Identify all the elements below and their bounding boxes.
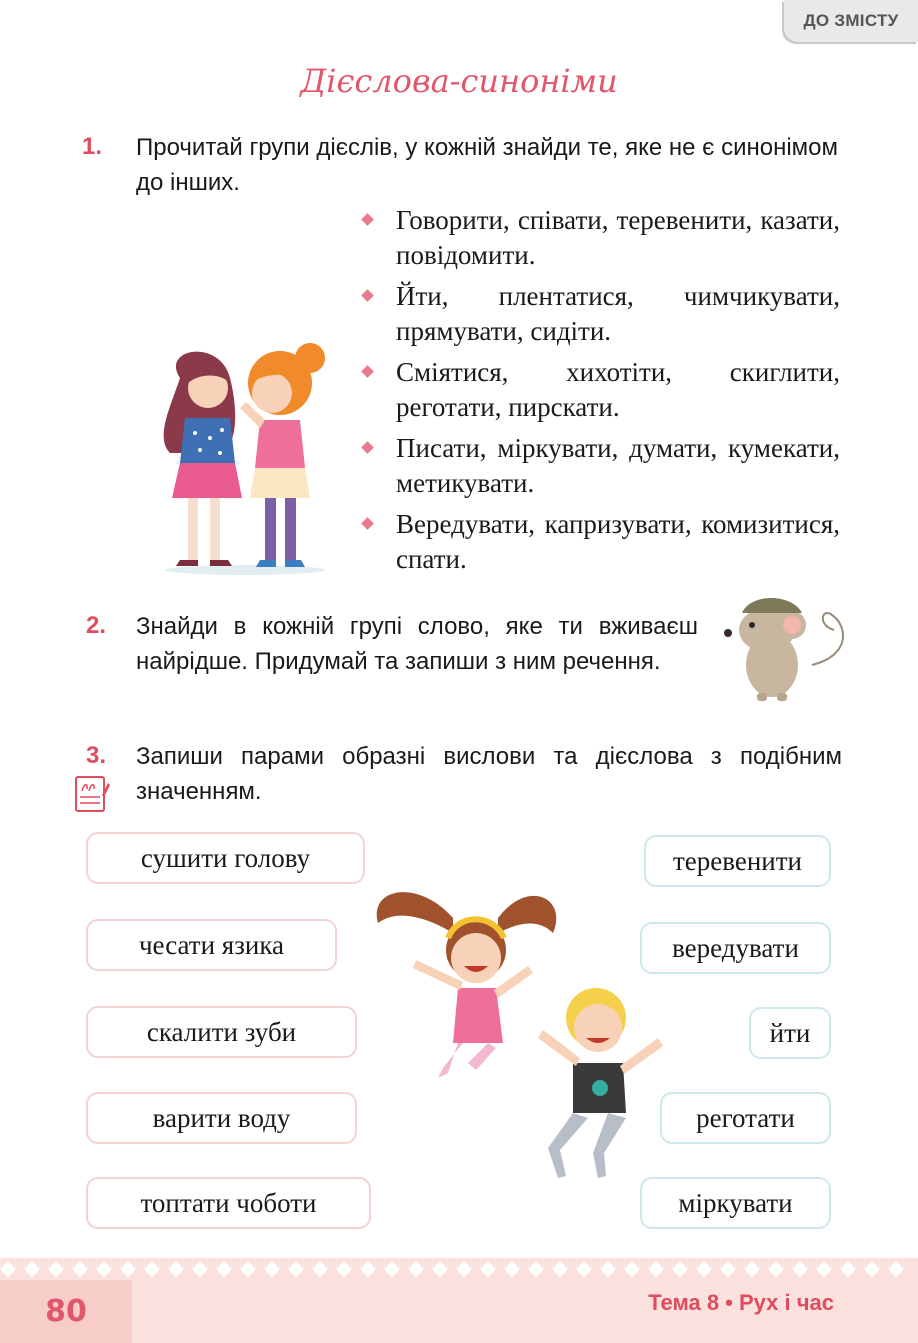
page-title: Дієслова-синоніми bbox=[300, 62, 618, 100]
exercise-3-number: 3. bbox=[86, 742, 107, 769]
footer-topic: Тема 8 • Рух і час bbox=[648, 1290, 834, 1315]
verb-groups-list bbox=[360, 203, 840, 583]
verb-group-text: Йти, плентатися, чимчикувати, прямувати, сидіти. bbox=[396, 281, 840, 346]
girls-talking-illustration bbox=[150, 338, 335, 578]
exercise-2-instruction: Знайди в кожній групі слово, яке ти вживаєш найрідше. Придумай та запиши з ним речення. bbox=[136, 613, 698, 675]
verb-card[interactable]: теревенити bbox=[644, 835, 831, 887]
page-number: 80 bbox=[0, 1280, 132, 1343]
list-item bbox=[360, 355, 840, 425]
diamond-bullet-icon bbox=[361, 517, 374, 530]
diamond-bullet-icon bbox=[361, 289, 374, 302]
verb-group-text: Говорити, співати, теревенити, казати, повідомити. bbox=[396, 205, 840, 270]
jumping-kids-illustration bbox=[368, 878, 668, 1183]
mouse-illustration bbox=[722, 585, 857, 705]
expression-card[interactable]: топтати чоботи bbox=[86, 1177, 371, 1229]
list-item bbox=[360, 203, 840, 273]
diamond-bullet-icon bbox=[361, 365, 374, 378]
verb-group-text: Писати, міркувати, думати, кумекати, метикувати. bbox=[396, 433, 840, 498]
exercise-2-number: 2. bbox=[86, 612, 107, 639]
ornament-border-icon bbox=[0, 1258, 918, 1280]
verb-card[interactable]: йти bbox=[749, 1007, 831, 1059]
diamond-bullet-icon bbox=[361, 213, 374, 226]
expression-card[interactable]: варити воду bbox=[86, 1092, 357, 1144]
writing-task-icon bbox=[74, 775, 110, 813]
expression-card[interactable]: скалити зуби bbox=[86, 1006, 357, 1058]
list-item bbox=[360, 279, 840, 349]
list-item bbox=[360, 431, 840, 501]
verb-card[interactable]: реготати bbox=[660, 1092, 831, 1144]
verb-group-text: Вередувати, капризувати, комизитися, спати. bbox=[396, 509, 840, 574]
expression-card[interactable]: чесати язика bbox=[86, 919, 337, 971]
exercise-3-instruction: Запиши парами образні вислови та дієслова з подібним значенням. bbox=[136, 743, 842, 805]
list-item bbox=[360, 507, 840, 577]
diamond-bullet-icon bbox=[361, 441, 374, 454]
toc-link[interactable]: ДО ЗМІСТУ bbox=[784, 0, 918, 42]
verb-card[interactable]: міркувати bbox=[640, 1177, 831, 1229]
verb-group-text: Сміятися, хихотіти, скиглити, реготати, пирскати. bbox=[396, 357, 840, 422]
exercise-1-number: 1. bbox=[82, 133, 103, 160]
exercise-1-instruction: Прочитай групи дієслів, у кожній знайди те, яке не є синонімом до інших. bbox=[136, 134, 839, 196]
verb-card[interactable]: вередувати bbox=[640, 922, 831, 974]
expression-card[interactable]: сушити голову bbox=[86, 832, 365, 884]
